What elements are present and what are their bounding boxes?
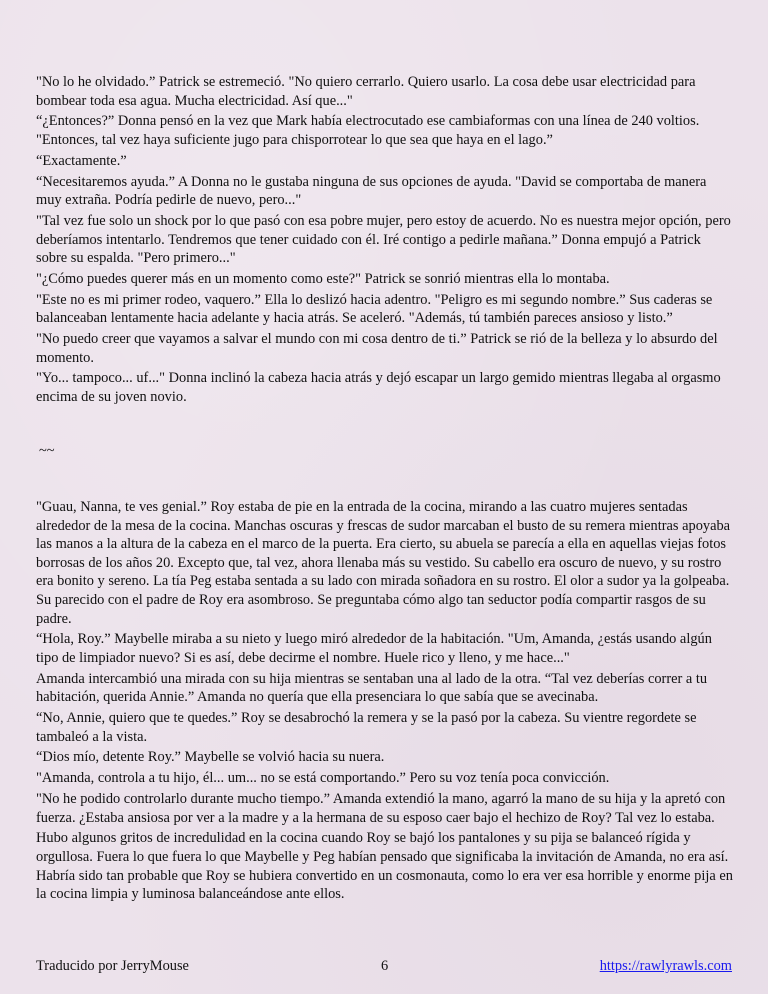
- paragraph: "No he podido controlarlo durante mucho tiempo.” Amanda extendió la mano, agarró la mano de su hija y la apretó con fuerza. ¿Estaba ansiosa por ver a la madre y a la hermana de su esposo caer bajo el hechizo de Roy? Tal vez lo estaba.: [36, 791, 726, 826]
- text-block-2: [36, 498, 734, 906]
- paragraph: "Amanda, controla a tu hijo, él... um... no se está comportando.” Pero su voz tenía poca convicción.: [36, 770, 610, 787]
- paragraph: "Yo... tampoco... uf..." Donna inclinó la cabeza hacia atrás y dejó escapar un largo gemido mientras llegaba al orgasmo encima de su joven novio.: [36, 370, 721, 405]
- page-number: 6: [381, 958, 389, 974]
- scene-separator: ~~: [39, 443, 55, 459]
- paragraph: "Tal vez fue solo un shock por lo que pasó con esa pobre mujer, pero estoy de acuerdo. No es nuestra mejor opción, pero deberíamos intentarlo. Tendremos que tener cuidado con él. Iré contigo a pedirle mañana.” Donna empujó a Patrick sobre su espalda. "Pero primero...": [36, 212, 731, 267]
- paragraph: “Dios mío, detente Roy.” Maybelle se volvió hacia su nuera.: [36, 749, 385, 766]
- paragraph: Amanda intercambió una mirada con su hija mientras se sentaban una al lado de la otra. “Tal vez deberías correr a tu habitación, querida Annie.” Amanda no quería que ella presenciara lo que sabía que se avecinaba.: [36, 670, 708, 706]
- paragraph: "No lo he olvidado.” Patrick se estremeció. "No quiero cerrarlo. Quiero usarlo. La cosa debe usar electricidad para bombear toda esa agua. Mucha electricidad. Así que...": [36, 74, 696, 109]
- paragraph: "Guau, Nanna, te ves genial.” Roy estaba de pie en la entrada de la cocina, mirando a las cuatro mujeres sentadas alrededor de la mesa de la cocina. Manchas oscuras y frescas de sudor marcaban el busto de su remera mientras apoyaba las manos a la altura de la cabeza en el marco de la puerta. Era cierto, su abuela se parecía a ella en aquellas viejas fotos borrosas de los años 20. Excepto que, tal vez, ahora llenaba más su vestido. Su cabello era oscuro de nuevo, y su rostro era bonito y sereno. La tía Peg estaba sentada a su lado con mirada soñadora en su rostro. El olor a sudor ya la golpeaba. Su parecido con el padre de Roy era asombroso. Se preguntaba cómo algo tan seductor podía compartir rasgos de su padre.: [36, 499, 731, 627]
- paragraph: Hubo algunos gritos de incredulidad en la cocina cuando Roy se bajó los pantalones y su pija se balanceó rígida y orgullosa. Fuera lo que fuera lo que Maybelle y Peg habían pensado que significaba la invitación de Amanda, no era así. Habría sido tan probable que Roy se hubiera convertido en un cosmonauta, como lo era ver esa horrible y enorme pija en la cocina limpia y luminosa balanceándose ante ellos.: [36, 830, 733, 903]
- website-link[interactable]: https://rawlyrawls.com: [599, 958, 732, 974]
- paragraph: “Hola, Roy.” Maybelle miraba a su nieto y luego miró alrededor de la habitación. "Um, Amanda, ¿estás usando algún tipo de limpiador nuevo? Si es así, debe decirme el nombre. Huele rico y lleno, y me hace...": [36, 631, 712, 666]
- translator-credit: Traducido por JerryMouse: [36, 958, 189, 974]
- paragraph: “Necesitaremos ayuda.” A Donna no le gustaba ninguna de sus opciones de ayuda. "David se comportaba de manera muy extraña. Podría pedirle de nuevo, pero...": [36, 173, 707, 209]
- paragraph: “¿Entonces?” Donna pensó en la vez que Mark había electrocutado ese cambiaformas con una línea de 240 voltios. "Entonces, tal vez haya suficiente jugo para chisporrotear lo que sea que haya en el lago.”: [36, 113, 700, 148]
- paragraph: “Exactamente.”: [36, 152, 127, 169]
- paragraph: "No puedo creer que vayamos a salvar el mundo con mi cosa dentro de ti.” Patrick se rió de la belleza y lo absurdo del momento.: [36, 331, 718, 366]
- text-block-1: [36, 73, 734, 409]
- paragraph: “No, Annie, quiero que te quedes.” Roy se desabrochó la remera y se la pasó por la cabeza. Su vientre regordete se tambaleó a la vista.: [36, 710, 697, 745]
- page-footer: [36, 956, 732, 976]
- paragraph: "¿Cómo puedes querer más en un momento como este?" Patrick se sonrió mientras ella lo montaba.: [36, 270, 610, 287]
- paragraph: "Este no es mi primer rodeo, vaquero.” Ella lo deslizó hacia adentro. "Peligro es mi segundo nombre.” Sus caderas se balanceaban lentamente hacia adelante y hacia atrás. Se aceleró. "Además, tú también pareces ansioso y listo.”: [36, 291, 713, 327]
